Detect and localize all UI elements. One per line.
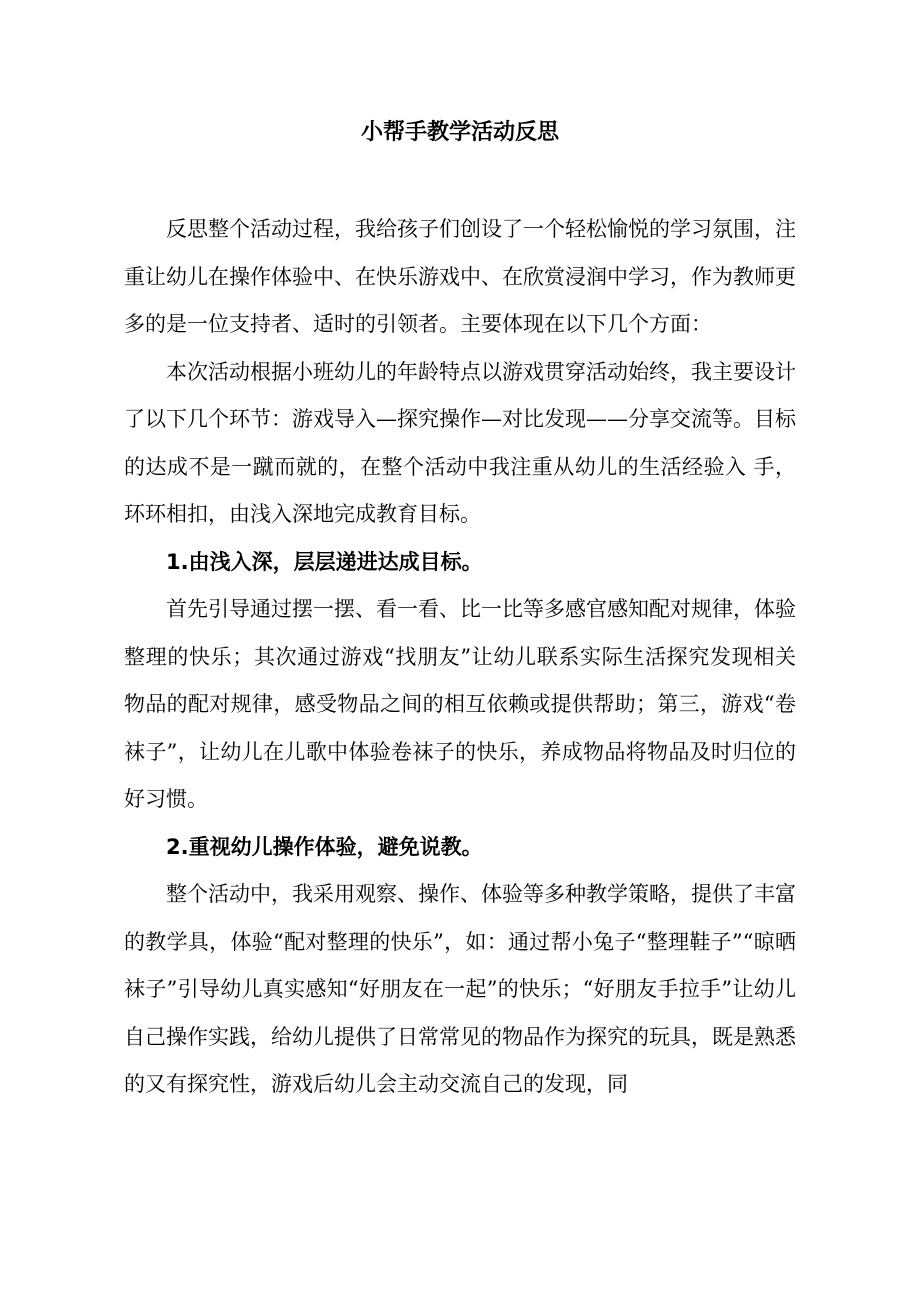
paragraph-activity-design: 本次活动根据小班幼儿的年龄特点以游戏贯穿活动始终，我主要设计了以下几个环节：游戏导入—探究操作—对比发现——分享交流等。目标的达成不是一蹴而就的，在整个活动中我注重从幼儿的生活经验入 手，环环相扣，由浅入深地完成教育目标。 — [124, 359, 796, 526]
document-body — [124, 206, 796, 1109]
paragraph-section-2: 整个活动中，我采用观察、操作、体验等多种教学策略，提供了丰富的教学具，体验“配对整理的快乐”，如：通过帮小兔子“整理鞋子”“晾晒袜子”引导幼儿真实感知“好朋友在一起”的快乐；“好朋友手拉手”让幼儿自己操作实践，给幼儿提供了日常常见的物品作为探究的玩具，既是熟悉的又有探究性，游戏后幼儿会主动交流自己的发现，同 — [124, 882, 796, 1096]
paragraph-intro: 反思整个活动过程，我给孩子们创设了一个轻松愉悦的学习氛围，注重让幼儿在操作体验中、在快乐游戏中、在欣赏浸润中学习，作为教师更多的是一位支持者、适时的引领者。主要体现在以下几个方面： — [124, 217, 796, 336]
paragraph-section-1: 首先引导通过摆一摆、看一看、比一比等多感官感知配对规律，体验整理的快乐；其次通过游戏“找朋友”让幼儿联系实际生活探究发现相关物品的配对规律，感受物品之间的相互依赖或提供帮助；第三，游戏“卷袜子”，让幼儿在儿歌中体验卷袜子的快乐，养成物品将物品及时归位的好习惯。 — [124, 597, 796, 811]
section-heading-1: 1.由浅入深，层层递进达成目标。 — [166, 549, 483, 574]
document-title: 小帮手教学活动反思 — [360, 120, 559, 145]
section-heading-2: 2.重视幼儿操作体验，避免说教。 — [166, 834, 483, 859]
